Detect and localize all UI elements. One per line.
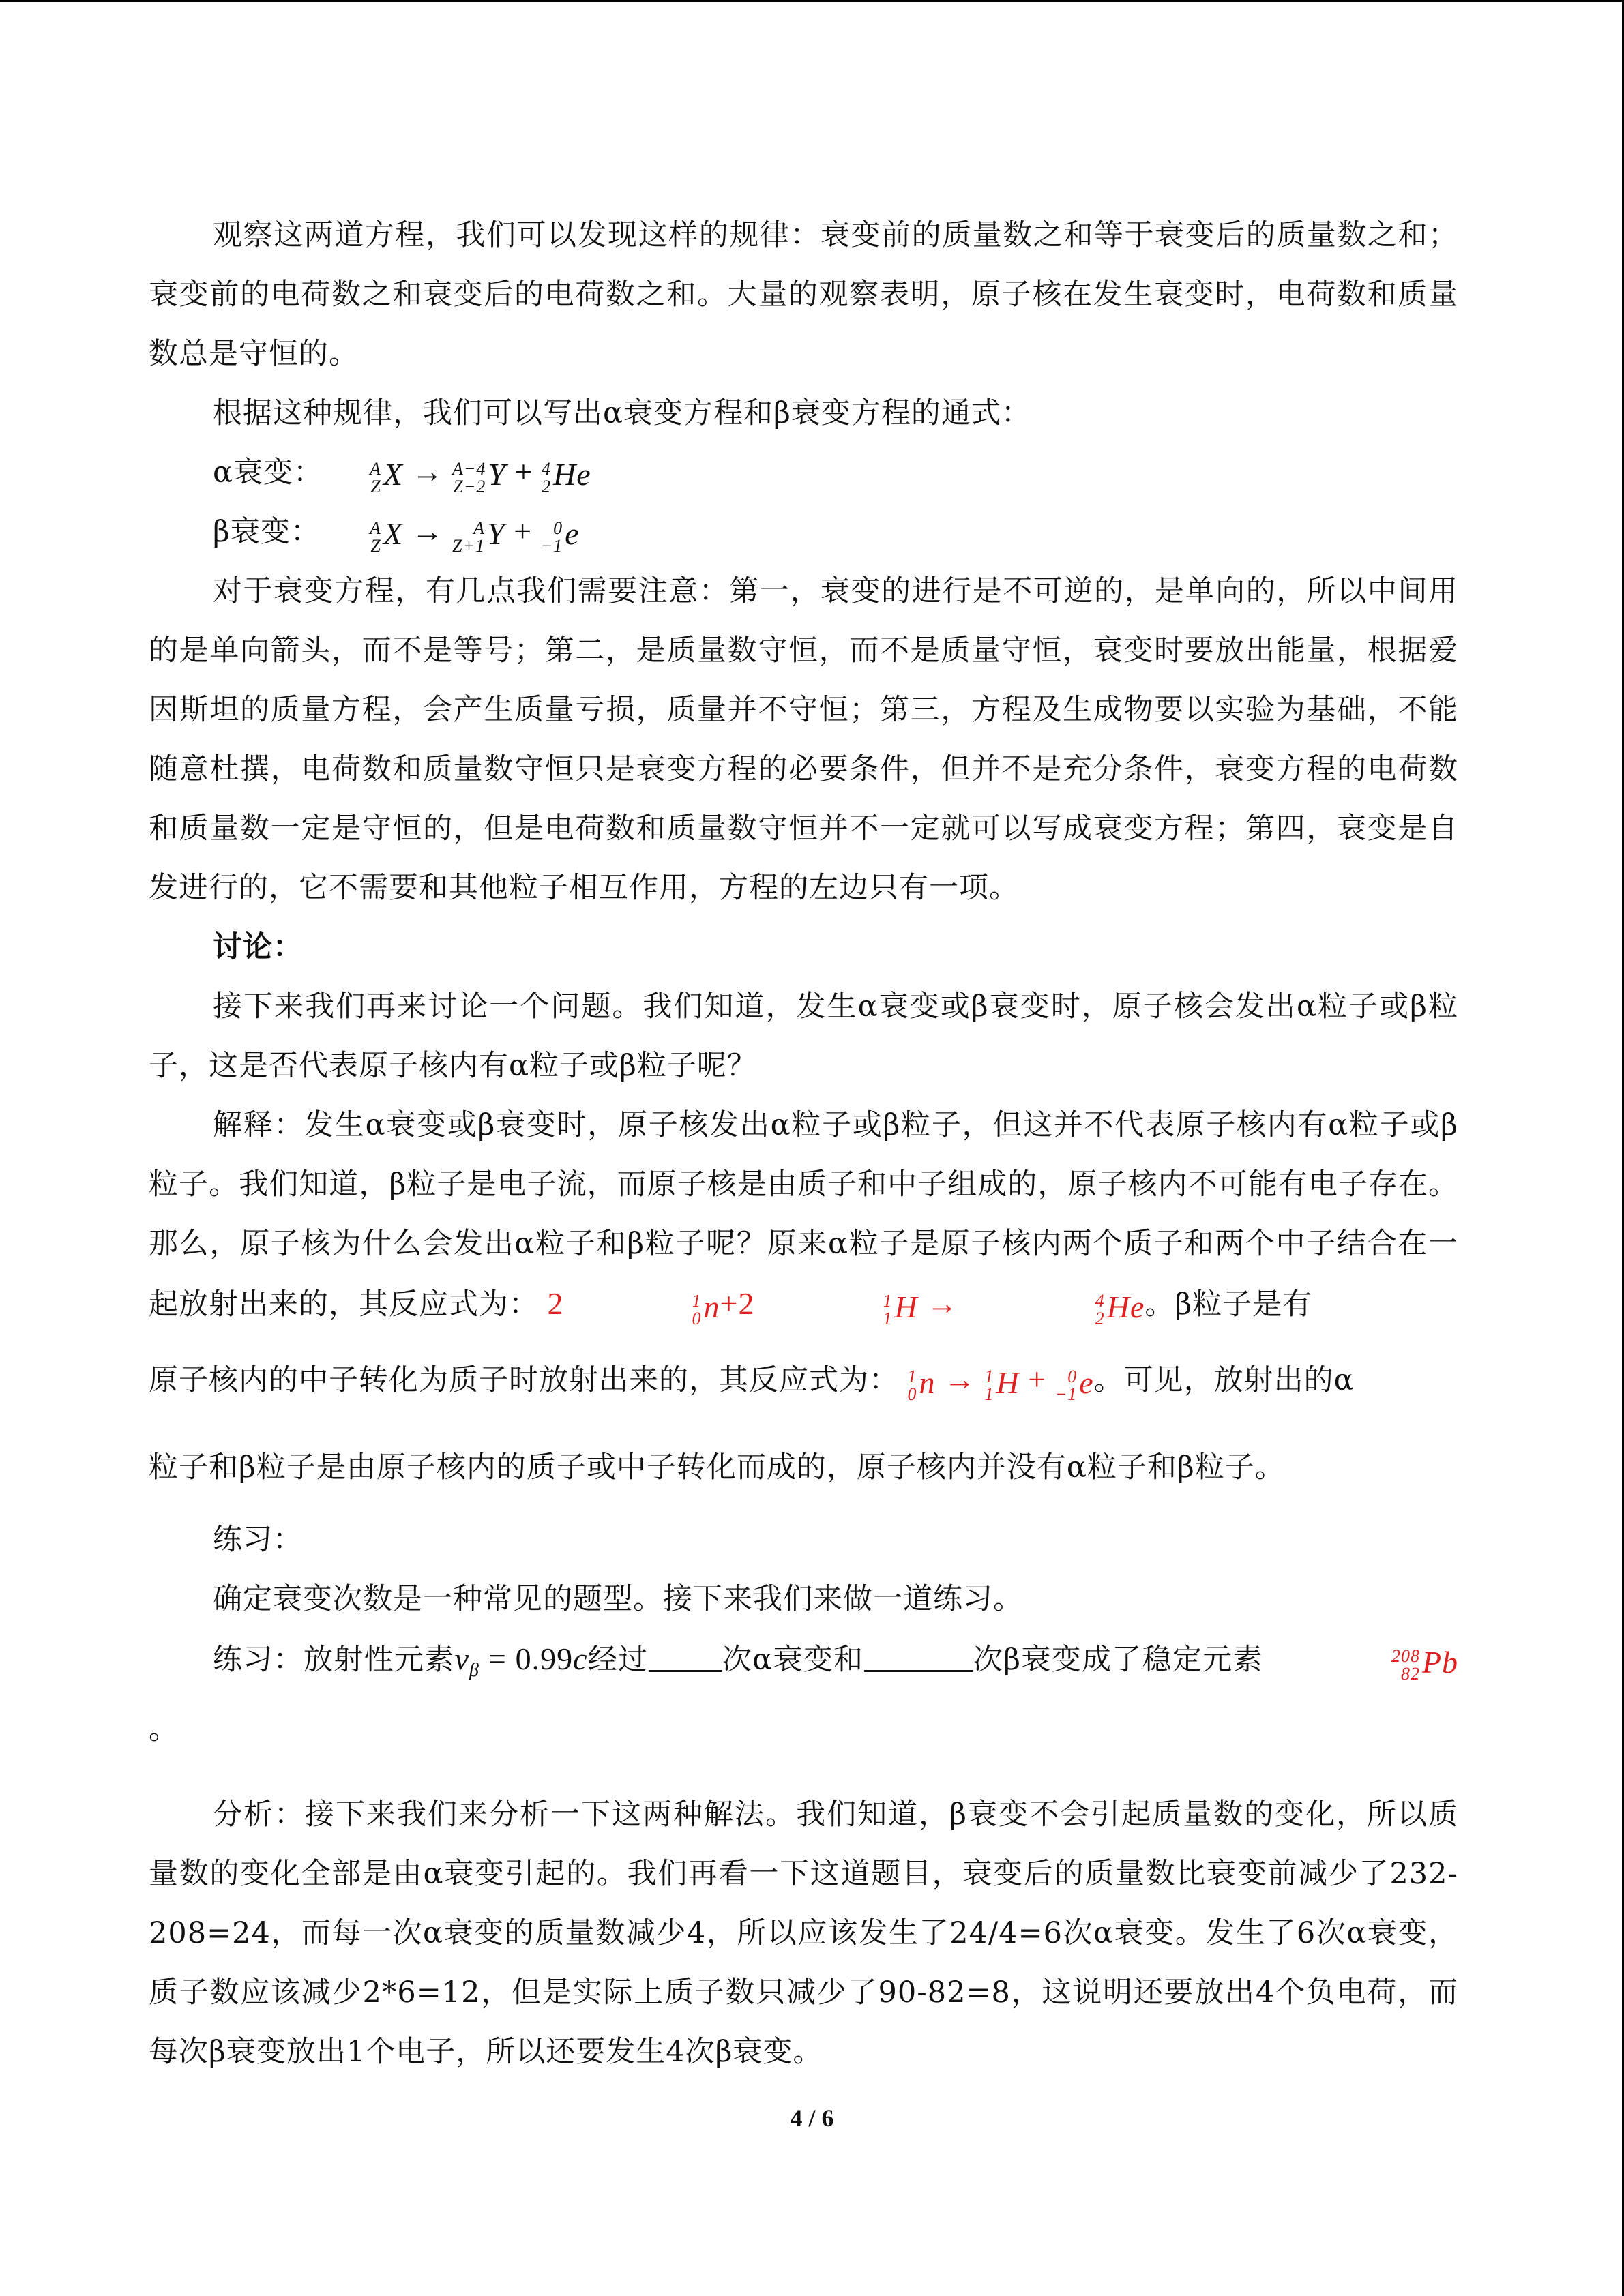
beta-count-blank[interactable]	[864, 1643, 973, 1672]
alpha-decay-label: α衰变：	[213, 456, 324, 490]
paragraph-explanation-beta: 原子核内的中子转化为质子时放射出来的，其反应式为： 1 0 n → 1 1 H + 0 −1 e。可见，放射出的α	[149, 1361, 1355, 1405]
top-margin	[149, 0, 1458, 206]
beta-formation-equation: 1 0 n → 1 1 H + 0 −1 e	[907, 1361, 1094, 1405]
paragraph-general-form-intro: 根据这种规律，我们可以写出α衰变方程和β衰变方程的通式：	[213, 396, 1031, 430]
alpha-decay-formula-row	[149, 443, 1458, 503]
velocity-expression: $v_\beta = 0.99c$	[454, 1641, 588, 1682]
spacer	[149, 1759, 1458, 1785]
paragraph-explanation: 解释：发生α衰变或β衰变时，原子核发出α粒子或β粒子，但这并不代表原子核内有α粒子或β粒子。我们知道，β粒子是电子流，而原子核是由质子和中子组成的，原子核内不可能有电子存在。那么，原子核为什么会发出α粒子和β粒子呢？原来α粒子是原子核内两个质子和两个中子结合在一起放射出来的，其反应式为： 2 1 0 n+2 1 1 H → 4 2 He。β粒子是有	[149, 1108, 1458, 1329]
paragraph-conservation: 观察这两道方程，我们可以发现这样的规律：衰变前的质量数之和等于衰变后的质量数之和；衰变前的电荷数之和衰变后的电荷数之和。大量的观察表明，原子核在发生衰变时，电荷数和质量数总是守恒的。	[149, 218, 1458, 371]
paragraph-practice-intro: 确定衰变次数是一种常见的题型。接下来我们来做一道练习。	[213, 1581, 1023, 1616]
alpha-count-blank[interactable]	[649, 1643, 722, 1672]
discussion-heading: 讨论：	[213, 930, 303, 964]
paragraph-analysis: 分析：接下来我们来分析一下这两种解法。我们知道，β衰变不会引起质量数的变化，所以质量数的变化全部是由α衰变引起的。我们再看一下这道题目，衰变后的质量数比衰变前减少了232-208=24，而每一次α衰变的质量数减少4，所以应该发生了24/4=6次α衰变。发生了6次α衰变，质子数应该减少2*6=12，但是实际上质子数只减少了90-82=8，这说明还要放出4个负电荷，而每次β衰变放出1个电子，所以还要发生4次β衰变。	[149, 1798, 1458, 2070]
alpha-decay-equation: A Z X → A−4 Z−2 Y + 4 2 He	[370, 453, 591, 496]
beta-decay-label: β衰变：	[213, 515, 321, 549]
beta-decay-equation: A Z X → A Z+1 Y + 0 −1 e	[370, 513, 580, 556]
paragraph-explanation-conclusion: 粒子和β粒子是由原子核内的质子或中子转化而成的，原子核内并没有α粒子和β粒子。	[149, 1450, 1285, 1485]
practice-question: 练习：放射性元素$v_\beta = 0.99c$经过 次α衰变和 次β衰变成了稳定元素 208 82 Pb。	[149, 1641, 1459, 1747]
practice-heading: 练习：	[213, 1522, 303, 1557]
document-page	[149, 0, 1458, 2082]
beta-decay-formula-row	[149, 503, 1458, 562]
paragraph-discussion-question: 接下来我们再来讨论一个问题。我们知道，发生α衰变或β衰变时，原子核会发出α粒子或β粒子，这是否代表原子核内有α粒子或β粒子呢？	[149, 989, 1458, 1083]
alpha-formation-equation: 2 1 0 n+2 1 1 H → 4 2 He	[547, 1286, 1145, 1329]
lead-nuclide: 208 82 Pb	[1391, 1644, 1459, 1684]
paragraph-notes: 对于衰变方程，有几点我们需要注意：第一，衰变的进行是不可逆的，是单向的，所以中间用的是单向箭头，而不是等号；第二，是质量数守恒，而不是质量守恒，衰变时要放出能量，根据爱因斯坦的质量方程，会产生质量亏损，质量并不守恒；第三，方程及生成物要以实验为基础，不能随意杜撰，电荷数和质量数守恒只是衰变方程的必要条件，但并不是充分条件，衰变方程的电荷数和质量数一定是守恒的，但是电荷数和质量数守恒并不一定就可以写成衰变方程；第四，衰变是自发进行的，它不需要和其他粒子相互作用，方程的左边只有一项。	[149, 574, 1458, 905]
page-number: 4 / 6	[790, 2104, 834, 2132]
